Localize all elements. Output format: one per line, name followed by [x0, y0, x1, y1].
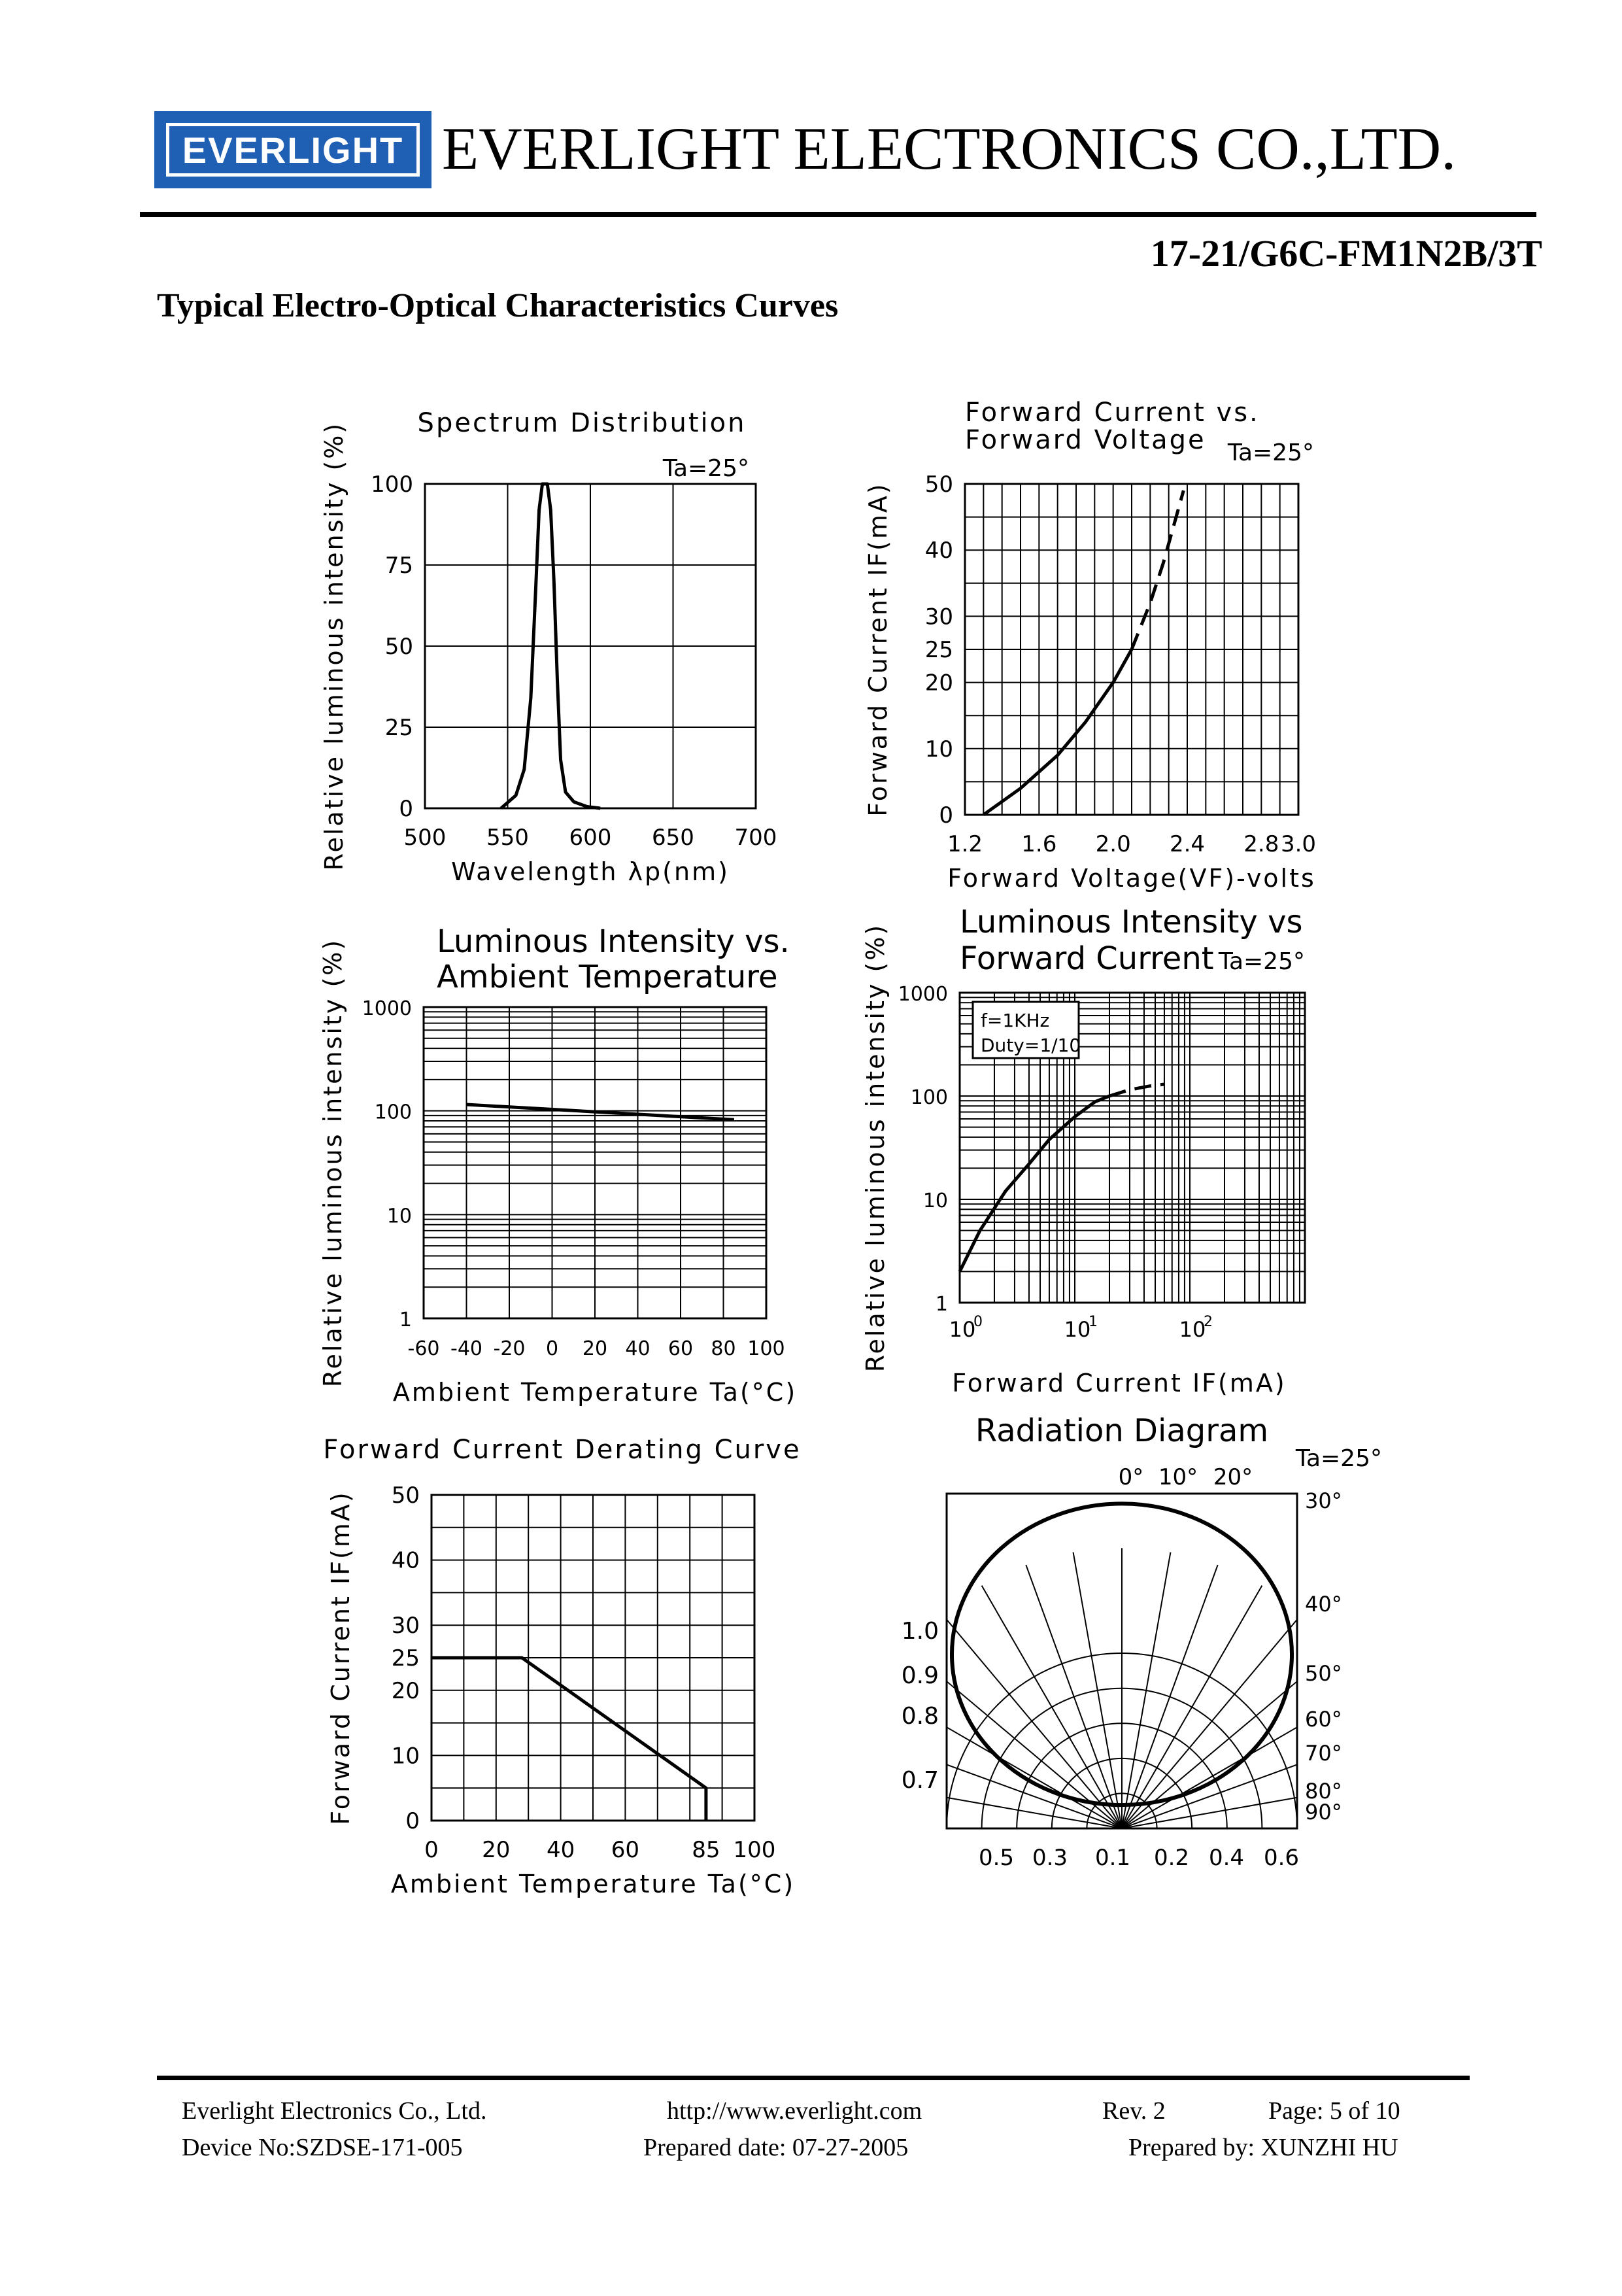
angle-label-right: 80°: [1305, 1779, 1342, 1804]
logo-text: EVERLIGHT: [182, 129, 404, 171]
part-number: 17-21/G6C-FM1N2B/3T: [1150, 232, 1542, 275]
chart-title-line-1: Luminous Intensity vs.: [437, 923, 790, 960]
x-tick-label: 1.2: [947, 831, 983, 857]
angle-label-right: 50°: [1305, 1661, 1342, 1686]
chart-condition: Ta=25°: [1227, 439, 1314, 466]
footer-url[interactable]: http://www.everlight.com: [667, 2097, 922, 2125]
annotation-line-2: Duty=1/10: [981, 1035, 1081, 1056]
x-axis-label: Ambient Temperature Ta(°C): [392, 1378, 798, 1407]
x-tick-label: -60: [407, 1337, 440, 1360]
y-axis-label: Forward Current IF(mA): [326, 1490, 355, 1825]
chart-title: Radiation Diagram: [975, 1413, 1269, 1449]
x-tick-label: 20: [482, 1837, 511, 1863]
chart-title-line-2: Forward Voltage: [965, 425, 1206, 455]
x-tick-label: 600: [569, 825, 612, 851]
y-tick-label: 40: [924, 538, 953, 564]
chart-title: Spectrum Distribution: [417, 408, 747, 438]
footer-page: Page: 5 of 10: [1268, 2097, 1400, 2125]
angle-label-top: 20°: [1213, 1464, 1253, 1490]
chart-title-line-2: Ambient Temperature: [437, 959, 778, 995]
chart-condition: Ta=25°: [1295, 1445, 1382, 1472]
radial-label-bottom: 0.3: [1032, 1845, 1068, 1871]
x-tick-label: 10: [1064, 1317, 1091, 1342]
y-axis-label: Relative luminous intensity (%): [320, 421, 348, 871]
x-axis-label: Wavelength λp(nm): [451, 857, 730, 886]
radial-label-bottom: 0.4: [1208, 1845, 1245, 1871]
y-tick-label: 0: [399, 796, 413, 822]
x-tick-label: 650: [652, 825, 694, 851]
y-tick-label: 25: [391, 1645, 420, 1671]
y-tick-label: 100: [371, 471, 413, 498]
y-tick-label: 30: [391, 1613, 420, 1639]
x-tick-label: 100: [733, 1837, 776, 1863]
footer-rev: Rev. 2: [1102, 2097, 1166, 2125]
chart-condition: Ta=25°: [1218, 948, 1305, 975]
chart-title-line-1: Forward Current vs.: [965, 398, 1260, 428]
chart-condition: Ta=25°: [662, 455, 749, 482]
chart-title-line-2: Forward Current: [960, 940, 1214, 977]
y-tick-label: 10: [922, 1190, 948, 1212]
radial-label-left: 0.7: [901, 1767, 939, 1794]
x-tick-label: 10: [949, 1317, 976, 1342]
chart-derating: [323, 1435, 801, 1898]
y-tick-label: 20: [391, 1677, 420, 1704]
x-tick-label: 3.0: [1280, 831, 1317, 857]
chart-lum_temp: [318, 923, 797, 1407]
chart-lum_current: [861, 904, 1305, 1397]
y-tick-label: 100: [374, 1101, 412, 1124]
y-tick-label: 100: [910, 1086, 948, 1109]
footer-company: Everlight Electronics Co., Ltd.: [182, 2097, 487, 2125]
footer-prepared-by: Prepared by: XUNZHI HU: [1128, 2134, 1398, 2161]
y-tick-label: 20: [924, 670, 953, 696]
company-name: EVERLIGHT ELECTRONICS CO.,LTD.: [442, 115, 1457, 182]
y-tick-label: 1000: [362, 997, 412, 1020]
y-tick-label: 10: [386, 1205, 412, 1228]
x-tick-label: 100: [747, 1337, 785, 1360]
chart-title-line-1: Luminous Intensity vs: [960, 904, 1303, 940]
y-tick-label: 1: [399, 1309, 412, 1331]
angle-label-right: 90°: [1305, 1800, 1342, 1825]
y-tick-label: 0: [939, 802, 953, 829]
y-tick-label: 1000: [898, 983, 948, 1006]
x-tick-label: 20: [582, 1337, 608, 1360]
x-tick-exponent: 1: [1089, 1314, 1098, 1330]
series-max-if: [431, 1658, 706, 1821]
radial-label-bottom: 0.2: [1153, 1845, 1190, 1871]
x-tick-label: 60: [667, 1337, 694, 1360]
footer-prepared-date: Prepared date: 07-27-2005: [643, 2134, 909, 2161]
radial-label-left: 0.8: [901, 1703, 939, 1730]
y-axis-label: Relative luminous intensity (%): [861, 923, 890, 1373]
x-tick-label: 700: [734, 825, 777, 851]
x-tick-label: 85: [692, 1837, 720, 1863]
y-tick-label: 50: [384, 634, 413, 660]
y-tick-label: 30: [924, 604, 953, 630]
angle-label-top: 10°: [1158, 1464, 1198, 1490]
x-tick-label: 2.0: [1095, 831, 1131, 857]
y-tick-label: 50: [924, 471, 953, 498]
y-tick-label: 50: [391, 1482, 420, 1509]
section-title: Typical Electro-Optical Characteristics Curves: [157, 287, 839, 324]
x-tick-exponent: 0: [973, 1314, 983, 1330]
y-tick-label: 0: [405, 1808, 420, 1834]
y-tick-label: 25: [384, 715, 413, 741]
x-tick-label: 0: [424, 1837, 439, 1863]
angle-label-right: 30°: [1305, 1488, 1342, 1513]
y-tick-label: 25: [924, 637, 953, 663]
radial-label-bottom: 0.1: [1094, 1845, 1131, 1871]
x-tick-label: 60: [611, 1837, 640, 1863]
y-tick-label: 10: [391, 1743, 420, 1770]
series-relative-intensity: [467, 1105, 734, 1120]
x-tick-label: -20: [493, 1337, 526, 1360]
x-tick-label: -40: [450, 1337, 482, 1360]
angle-label-right: 40°: [1305, 1592, 1342, 1617]
footer-divider: [157, 2076, 1470, 2080]
angle-label-top: 0°: [1118, 1464, 1144, 1490]
x-tick-label: 2.4: [1169, 831, 1206, 857]
chart-spectrum: [320, 408, 777, 886]
chart-iv: [864, 398, 1316, 893]
x-axis-label: Ambient Temperature Ta(°C): [390, 1870, 796, 1898]
y-axis-label: Forward Current IF(mA): [864, 482, 892, 817]
x-tick-exponent: 2: [1204, 1314, 1213, 1330]
x-tick-label: 1.6: [1021, 831, 1057, 857]
annotation-line-1: f=1KHz: [981, 1010, 1050, 1031]
series-measured: [960, 1096, 1109, 1271]
radial-label-bottom: 0.6: [1263, 1845, 1300, 1871]
angle-label-right: 60°: [1305, 1707, 1342, 1732]
x-axis-label: Forward Current IF(mA): [952, 1369, 1287, 1397]
x-tick-label: 40: [625, 1337, 650, 1360]
angle-label-right: 70°: [1305, 1741, 1342, 1766]
radial-label-bottom: 0.5: [978, 1845, 1015, 1871]
radial-label-left: 1.0: [901, 1618, 939, 1645]
footer-device-no: Device No:SZDSE-171-005: [182, 2134, 463, 2161]
x-tick-label: 0: [545, 1337, 559, 1360]
y-tick-label: 1: [935, 1293, 948, 1316]
y-tick-label: 10: [924, 736, 953, 762]
x-tick-label: 10: [1179, 1317, 1206, 1342]
chart-radiation: [841, 1413, 1402, 1871]
x-tick-label: 550: [486, 825, 529, 851]
radial-label-left: 0.9: [901, 1662, 939, 1689]
y-tick-label: 75: [384, 553, 413, 579]
x-axis-label: Forward Voltage(VF)-volts: [947, 864, 1316, 893]
x-tick-label: 500: [403, 825, 447, 851]
x-tick-label: 40: [546, 1837, 575, 1863]
y-tick-label: 40: [391, 1547, 420, 1574]
y-axis-label: Relative luminous intensity (%): [318, 938, 347, 1388]
x-tick-label: 2.8: [1243, 831, 1279, 857]
series-extrapolated: [1109, 1084, 1164, 1096]
x-tick-label: 80: [711, 1337, 736, 1360]
chart-title: Forward Current Derating Curve: [323, 1435, 802, 1465]
series-extrapolated: [1132, 490, 1183, 649]
